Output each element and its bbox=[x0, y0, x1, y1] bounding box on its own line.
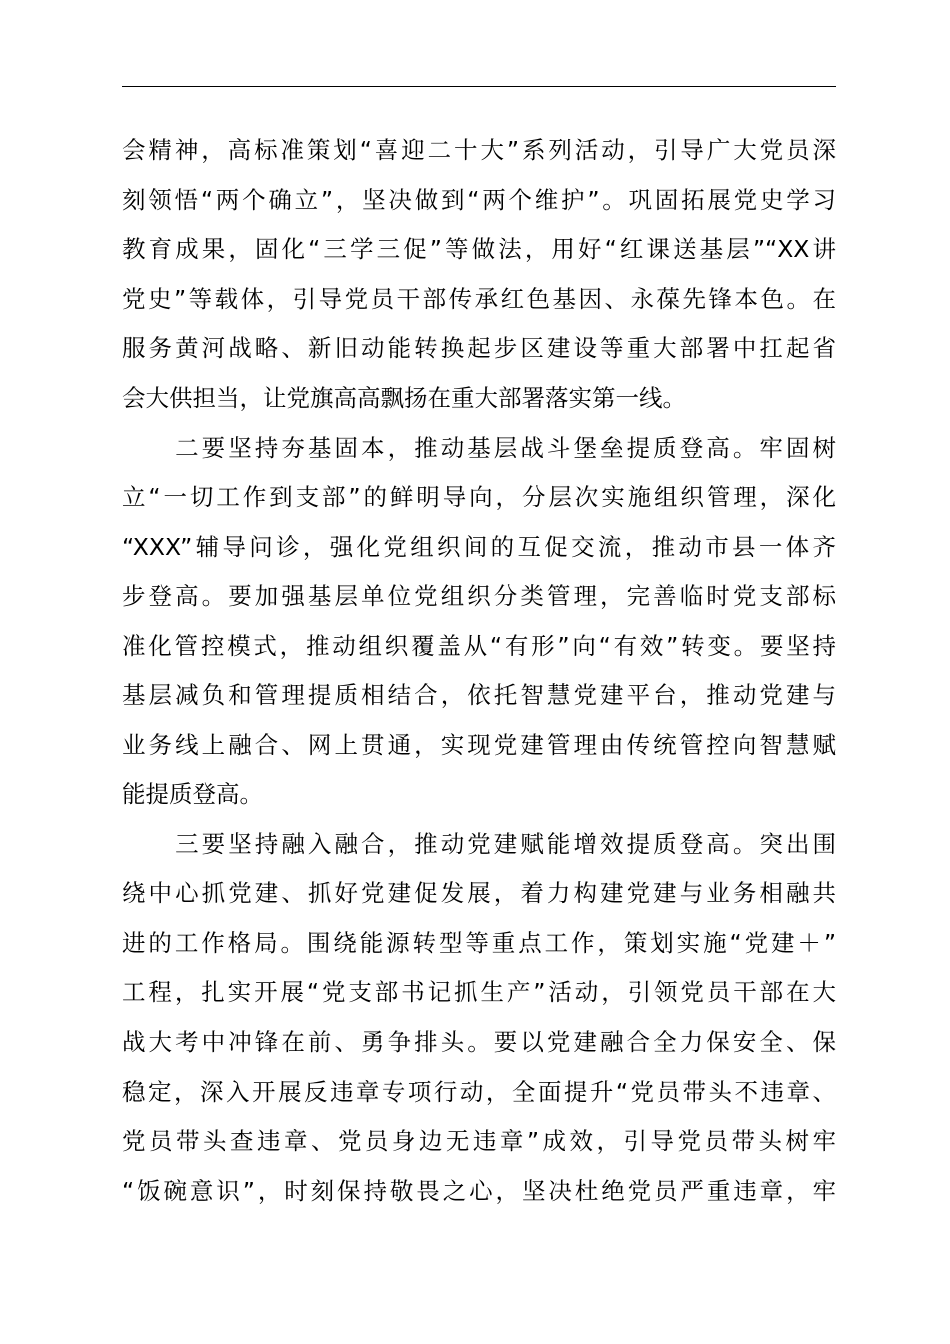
text-line: 步登高。要加强基层单位党组织分类管理，完善临时党支部标 bbox=[122, 582, 836, 610]
text-line: 基层减负和管理提质相结合，依托智慧党建平台，推动党建与 bbox=[122, 681, 836, 709]
text-line: 会精神，高标准策划“喜迎二十大”系列活动，引导广大党员深 bbox=[122, 136, 836, 164]
text-line: 业务线上融合、网上贯通，实现党建管理由传统管控向智慧赋 bbox=[122, 731, 836, 759]
text-line: 会大供担当，让党旗高高飘扬在重大部署落实第一线。 bbox=[122, 384, 686, 412]
text-line: “XXX”辅导问诊，强化党组织间的互促交流，推动市县一体齐 bbox=[122, 533, 836, 561]
text-line: 战大考中冲锋在前、勇争排头。要以党建融合全力保安全、保 bbox=[122, 1028, 836, 1056]
text-line: 教育成果，固化“三学三促”等做法，用好“红课送基层”“XX讲 bbox=[122, 235, 836, 263]
text-line: 绕中心抓党建、抓好党建促发展，着力构建党建与业务相融共 bbox=[122, 879, 836, 907]
text-line: 稳定，深入开展反违章专项行动，全面提升“党员带头不违章、 bbox=[122, 1078, 836, 1106]
text-line: 能提质登高。 bbox=[122, 780, 263, 808]
text-line: 准化管控模式，推动组织覆盖从“有形”向“有效”转变。要坚持 bbox=[122, 632, 836, 660]
text-line: 工程，扎实开展“党支部书记抓生产”活动，引领党员干部在大 bbox=[122, 978, 836, 1006]
text-line: “饭碗意识”，时刻保持敬畏之心，坚决杜绝党员严重违章，牢 bbox=[122, 1177, 836, 1205]
text-line: 服务黄河战略、新旧动能转换起步区建设等重大部署中扛起省 bbox=[122, 334, 836, 362]
text-line: 党史”等载体，引导党员干部传承红色基因、永葆先锋本色。在 bbox=[122, 285, 836, 313]
text-line: 刻领悟“两个确立”，坚决做到“两个维护”。巩固拓展党史学习 bbox=[122, 186, 836, 214]
text-line: 立“一切工作到支部”的鲜明导向，分层次实施组织管理，深化 bbox=[122, 483, 836, 511]
paragraph-first-line: 二要坚持夯基固本，推动基层战斗堡垒提质登高。牢固树 bbox=[122, 434, 836, 462]
text-line: 进的工作格局。围绕能源转型等重点工作，策划实施“党建＋” bbox=[122, 929, 836, 957]
header-rule bbox=[122, 86, 836, 87]
paragraph-first-line: 三要坚持融入融合，推动党建赋能增效提质登高。突出围 bbox=[122, 830, 836, 858]
text-line: 党员带头查违章、党员身边无违章”成效，引导党员带头树牢 bbox=[122, 1127, 836, 1155]
